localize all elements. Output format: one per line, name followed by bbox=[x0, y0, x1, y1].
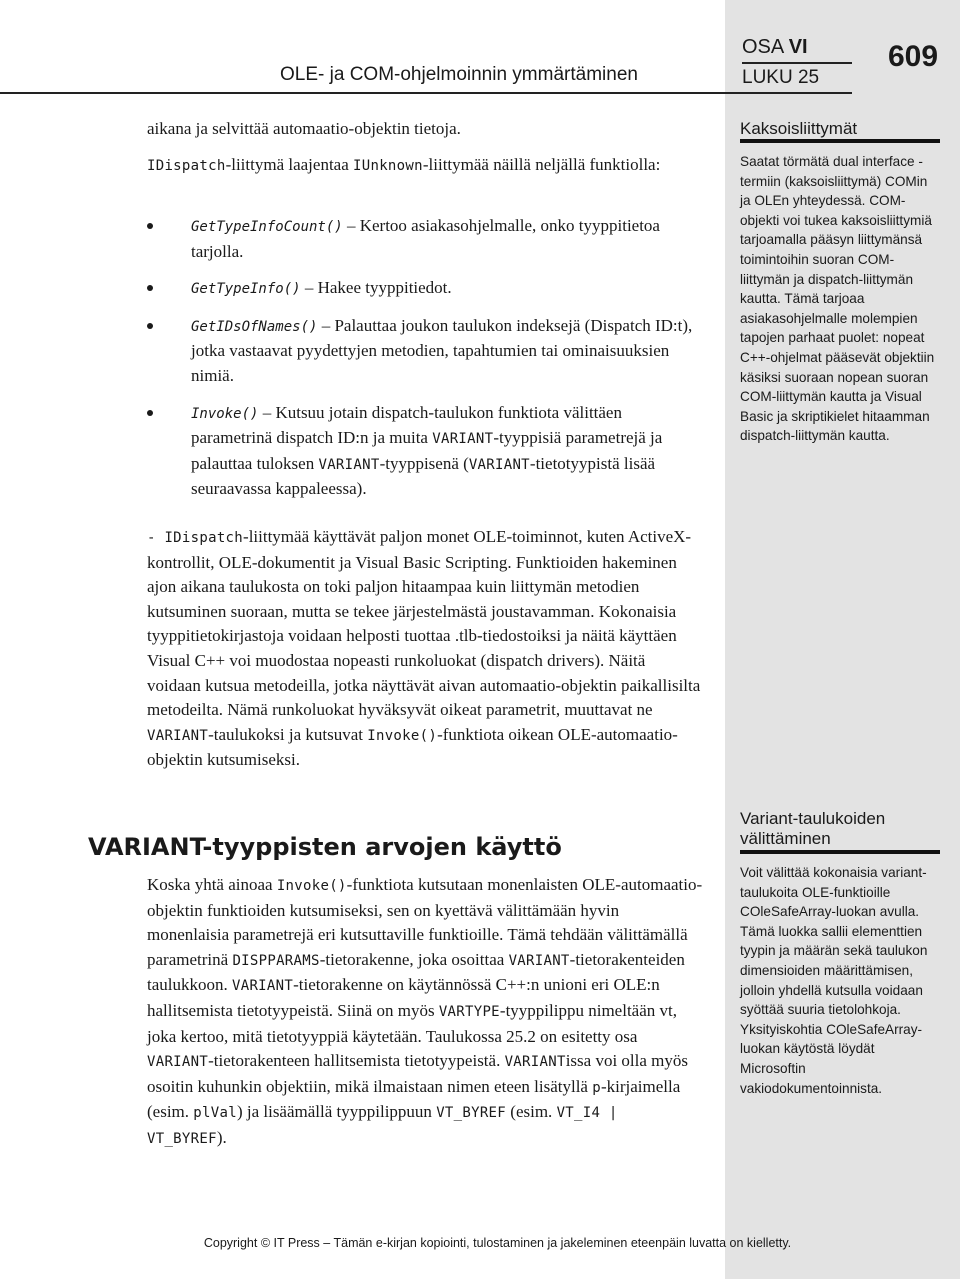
bullet-icon bbox=[147, 285, 153, 291]
sidebar-text-dual-interface: Saatat törmätä dual interface -termiin (kaksoisliittymä) COMin ja OLEn yhteydessä. COM-objekti voi tukea kaksoisliittymiä tarjoamalla pääsyn liittymänsä toimintoihin suoran COM-liittymän ja dispatch-liittymän kautta. Tämä tarjoaa asiakasohjelmalle molempien tapojen parhaat puolet: nopeat C++-ohjelmat pääsevät objektiin käsiksi suoraan nopean suoran COM-liittymän kautta ja Visual Basic ja skriptikielet hitaamman dispatch-liittymän kautta. bbox=[740, 154, 935, 444]
chapter-title: OLE- ja COM-ohjelmoinnin ymmärtäminen bbox=[280, 64, 638, 85]
bullet-icon bbox=[147, 223, 153, 229]
header-rule bbox=[0, 92, 852, 94]
chapter-label: LUKU 25 bbox=[742, 67, 820, 88]
part-label: OSA VI bbox=[742, 36, 808, 58]
footer: Copyright © IT Press – Tämän e-kirjan kopiointi, tulostaminen ja jakeleminen eteenpäin luvatta on kielletty. bbox=[203, 1236, 792, 1250]
page-number: 609 bbox=[888, 40, 939, 73]
bullet-icon bbox=[147, 323, 153, 329]
sidebar-rule bbox=[740, 850, 940, 854]
bullet-icon bbox=[147, 410, 153, 416]
list-item: Invoke() – Kutsuu jotain dispatch-taulukon funktiota välittäen parametrinä dispatch ID:n ja muita VARIANT-tyyppisiä parametrejä ja palauttaa tuloksen VARIANT-tyyppisenä (VARIANT-tietotyypistä lisää seuraavassa kappaleessa). bbox=[147, 401, 703, 502]
sidebar-text-variant-arrays: Voit välittää kokonaisia variant-taulukoita OLE-funktioille COleSafeArray-luokan avulla. Tämä luokka sallii elementtien tyypin ja määrän sekä taulukon dimensioiden määrittämisen, jolloin yhdellä kutsulla voidaan syöttää suuria tietolohkoja. Yksityiskohtia COleSafeArray-luokan käytöstä löydät Microsoftin vakiodokumentoinnista. bbox=[740, 865, 928, 1096]
list-item: GetIDsOfNames() – Palauttaa joukon taulukon indeksejä (Dispatch ID:t), jotka vastaavat pyydettyjen metodien, tapahtumien tai ominaisuuksien nimiä. bbox=[147, 314, 703, 389]
paragraph-1: aikana ja selvittää automaatio-objektin tietoja. bbox=[147, 119, 461, 138]
sidebar-title-variant-arrays: Variant-taulukoiden välittäminen bbox=[740, 809, 886, 848]
list-item: GetTypeInfo() – Hakee tyyppitiedot. bbox=[147, 276, 703, 302]
sidebar-title-dual-interface: Kaksoisliittymät bbox=[740, 119, 858, 138]
sidebar-rule bbox=[740, 139, 940, 143]
part-rule bbox=[742, 62, 852, 64]
function-list bbox=[147, 214, 703, 514]
paragraph-2: IDispatch-liittymä laajentaa IUnknown-liittymää näillä neljällä funktiolla: bbox=[147, 155, 661, 174]
paragraph-3: - IDispatch-liittymää käyttävät paljon monet OLE-toiminnot, kuten ActiveX-kontrollit, OLE-dokumentit ja Visual Basic Scripting. Funktioiden hakeminen ajon aikana taulukosta on toki paljon hitaampaa kuin liittymän metodien kutsuminen suoraan, mutta se tekee järjestelmästä joustavamman. Kokonaisia tyyppitietokirjastoja voidaan helposti tuottaa .tlb-tiedostoiksi ja näitä käyttäen Visual C++ voi muodostaa nopeasti runkoluokat (dispatch drivers). Näitä voidaan kutsua metodeilla, jotka näyttävät aivan automaatio-objektin paikallisilta metodeilta. Nämä runkoluokat hyväksyvät oikeat parametrit, muuttavat ne VARIANT-taulukoksi ja kutsuvat Invoke()-funktiota oikean OLE-automaatio-objektin kutsumiseksi. bbox=[147, 527, 701, 770]
section-heading: VARIANT-tyyppisten arvojen käyttö bbox=[88, 833, 562, 861]
list-item: GetTypeInfoCount() – Kertoo asiakasohjelmalle, onko tyyppitietoa tarjolla. bbox=[147, 214, 703, 264]
paragraph-4: Koska yhtä ainoaa Invoke()-funktiota kutsutaan monenlaisten OLE-automaatio-objektin funktioiden kutsumiseksi, sen on kyettävä välittämään hyvin monenlaisia parametrejä eri kutsuttaville funktioille. Tämä tehdään välittämällä parametrinä DISPPARAMS-tietorakenne, joka osoittaa VARIANT-tietorakenteiden taulukkoon. VARIANT-tietorakenne on käytännössä C++:n unioni eri OLE:n hallitsemista tietotyypeistä. Siinä on myös VARTYPE-tyyppilippu nimeltään vt, joka kertoo, mitä tietotyyppiä käytetään. Taulukossa 25.2 on esitetty osa VARIANT-tietorakenteen hallitsemista tietotyypeistä. VARIANTissa voi olla myös osoitin kuhunkin objektiin, mikä ilmaistaan nimen eteen lisätyllä p-kirjaimella (esim. plVal) ja lisäämällä tyyppilippuun VT_BYREF (esim. VT_I4 | VT_BYREF). bbox=[147, 875, 703, 1147]
